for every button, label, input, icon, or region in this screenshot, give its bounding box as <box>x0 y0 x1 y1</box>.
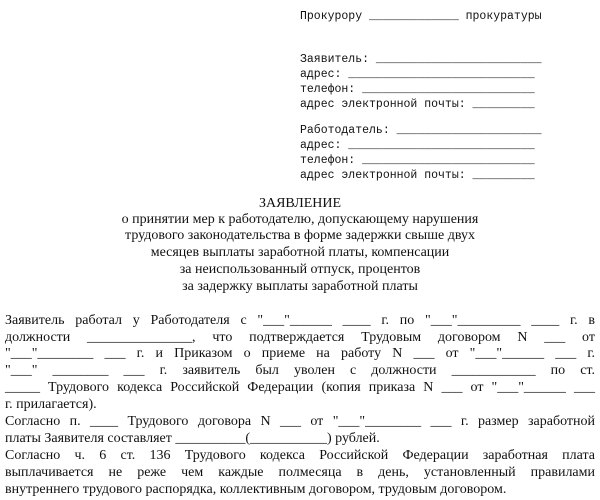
body-line: _____ Трудового кодекса Российской Федерации (копия приказа N ___ от "___"______ ___ <box>5 380 595 395</box>
applicant-phone-line: телефон: _________________________ <box>300 83 535 96</box>
body-line: г. прилагается). <box>5 397 97 412</box>
body-line: "___" ________ ___ г. заявитель был уволен с должности ____________ по ст. <box>5 363 595 378</box>
employer-email-line: адрес электронной почты: _________ <box>300 169 535 182</box>
body-line: Заявитель работал у Работодателя с "___"______ ____ г. по "___"_________ ____ г. в <box>5 313 595 328</box>
subtitle-line: трудового законодательства в форме задержки свыше двух <box>125 228 475 243</box>
body-line: Согласно ч. 6 ст. 136 Трудового кодекса Российской Федерации заработная плата <box>5 448 595 463</box>
body-line: внутреннего трудового распорядка, коллективным договором, трудовым договором. <box>5 482 507 497</box>
employer-phone-line: телефон: _________________________ <box>300 154 535 167</box>
applicant-address-line: адрес: ___________________________ <box>300 68 535 81</box>
employer-label-line: Работодатель: _____________________ <box>300 124 542 137</box>
body-line: "___"________ ___ г. и Приказом о приеме на работу N ___ от "___"______ ___ г. <box>5 346 595 361</box>
subtitle-line: за неиспользованный отпуск, процентов <box>179 262 421 277</box>
body-line: выплачивается не реже чем каждые полмесяца в день, установленный правилами <box>5 465 595 480</box>
applicant-email-line: адрес электронной почты: _________ <box>300 98 535 111</box>
prosecutor-line: Прокурору _____________ прокуратуры <box>300 10 542 23</box>
body-line: должности _______________, что подтверждается Трудовым договором N ___ от <box>5 330 595 345</box>
employer-address-line: адрес: ___________________________ <box>300 139 535 152</box>
body-line: платы Заявителя составляет __________(___________) рублей. <box>5 431 380 446</box>
subtitle-line: о принятии мер к работодателю, допускающему нарушения <box>121 212 479 227</box>
document-heading: ЗАЯВЛЕНИЕ <box>258 196 342 211</box>
subtitle-line: за задержку выплаты заработной платы <box>182 279 418 294</box>
subtitle-line: месяцев выплаты заработной платы, компенсации <box>150 245 450 260</box>
applicant-label-line: Заявитель: ________________________ <box>300 53 542 66</box>
body-line: Согласно п. ____ Трудового договора N ___ от "___"________ ___ г. размер заработной <box>5 414 595 429</box>
